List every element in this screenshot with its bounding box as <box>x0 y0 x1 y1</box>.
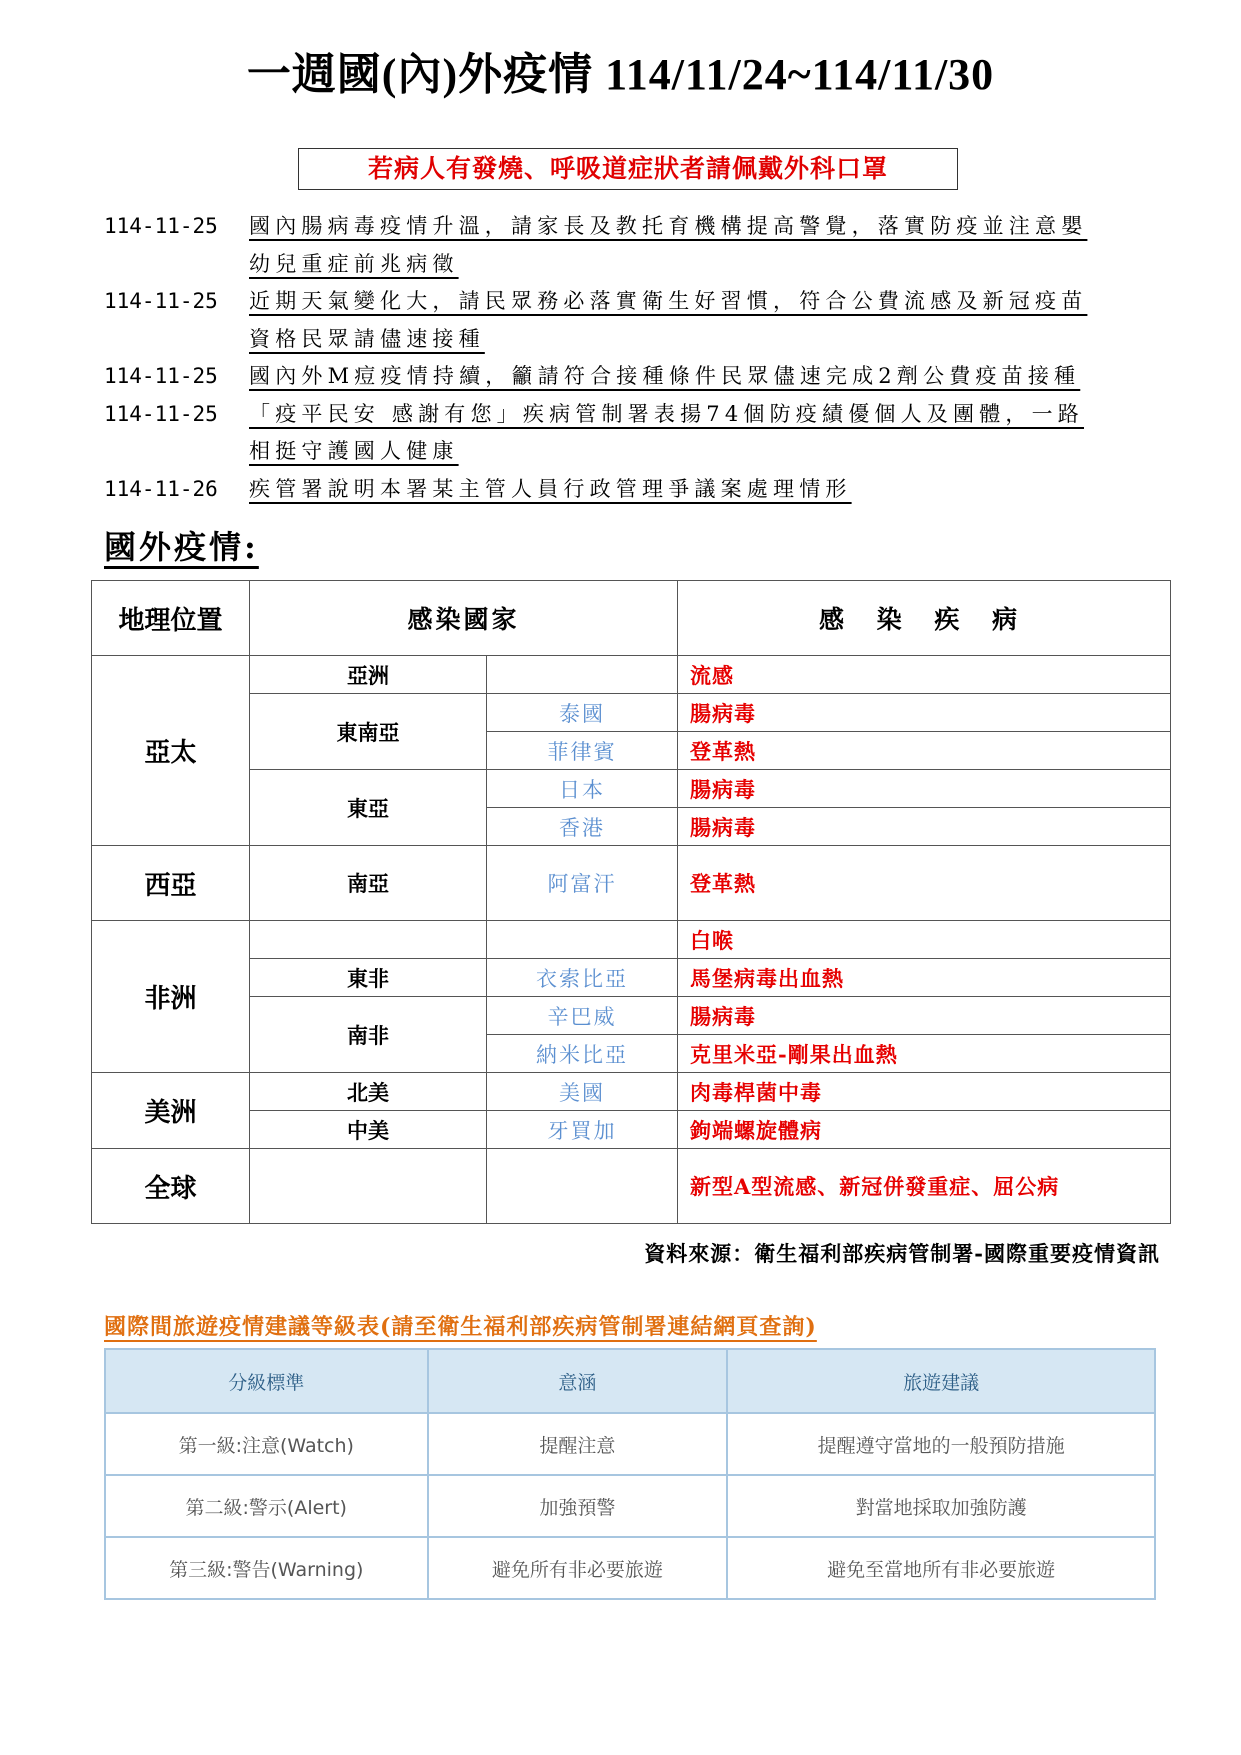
travel-header-level: 分級標準 <box>105 1349 428 1413</box>
country-cell: 阿富汗 <box>487 846 678 921</box>
news-link[interactable]: 「疫平民安 感謝有您」疾病管制署表揚74個防疫績優個人及團體，一路 <box>249 401 1084 426</box>
country-cell <box>487 656 678 694</box>
news-date: 114-11-25 <box>104 214 218 238</box>
travel-meaning: 提醒注意 <box>428 1413 728 1475</box>
mask-notice: 若病人有發燒、呼吸道症狀者請佩戴外科口罩 <box>298 148 958 190</box>
region-cell: 中美 <box>250 1111 487 1149</box>
table-row <box>92 997 1171 1035</box>
travel-advisory-table <box>104 1348 1156 1600</box>
country-cell: 泰國 <box>487 694 678 732</box>
table-header-row <box>92 581 1171 656</box>
news-link-cont[interactable]: 幼兒重症前兆病徵 <box>249 251 459 276</box>
region-cell: 南亞 <box>250 846 487 921</box>
news-list <box>104 208 1164 508</box>
travel-meaning: 加強預警 <box>428 1475 728 1537</box>
country-cell <box>487 1149 678 1224</box>
country-cell <box>487 921 678 959</box>
table-row <box>92 1111 1171 1149</box>
news-link[interactable]: 疾管署說明本署某主管人員行政管理爭議案處理情形 <box>249 476 852 501</box>
travel-advice: 對當地採取加強防護 <box>727 1475 1155 1537</box>
table-row <box>92 770 1171 808</box>
travel-header-advice: 旅遊建議 <box>727 1349 1155 1413</box>
foreign-section-heading: 國外疫情: <box>104 528 259 566</box>
travel-level: 第三級:警告(Warning) <box>105 1537 428 1599</box>
geo-cell: 西亞 <box>92 846 250 921</box>
travel-advice: 提醒遵守當地的一般預防措施 <box>727 1413 1155 1475</box>
country-cell: 美國 <box>487 1073 678 1111</box>
geo-cell: 全球 <box>92 1149 250 1224</box>
country-cell: 納米比亞 <box>487 1035 678 1073</box>
travel-level: 第一級:注意(Watch) <box>105 1413 428 1475</box>
region-cell <box>250 921 487 959</box>
news-date: 114-11-26 <box>104 476 218 501</box>
travel-row <box>105 1475 1155 1537</box>
region-cell: 東非 <box>250 959 487 997</box>
country-cell: 菲律賓 <box>487 732 678 770</box>
header-geo: 地理位置 <box>92 581 250 656</box>
region-cell: 亞洲 <box>250 656 487 694</box>
region-cell: 南非 <box>250 997 487 1073</box>
travel-level: 第二級:警示(Alert) <box>105 1475 428 1537</box>
country-cell: 香港 <box>487 808 678 846</box>
travel-advice: 避免至當地所有非必要旅遊 <box>727 1537 1155 1599</box>
news-link-cont[interactable]: 相挺守護國人健康 <box>249 439 459 463</box>
news-link[interactable]: 近期天氣變化大，請民眾務必落實衛生好習慣，符合公費流感及新冠疫苗 <box>249 289 1088 313</box>
news-date: 114-11-25 <box>104 401 218 426</box>
news-item[interactable] <box>104 358 1164 396</box>
table-row <box>92 656 1171 694</box>
epidemic-table <box>91 580 1171 1224</box>
disease-cell: 流感 <box>678 656 1171 694</box>
data-source: 資料來源：衛生福利部疾病管制署-國際重要疫情資訊 <box>644 1241 1160 1266</box>
news-item[interactable] <box>104 283 1164 358</box>
news-item[interactable] <box>104 471 1164 509</box>
disease-cell: 腸病毒 <box>678 997 1171 1035</box>
disease-cell: 馬堡病毒出血熱 <box>678 959 1171 997</box>
disease-cell: 鉤端螺旋體病 <box>678 1111 1171 1149</box>
disease-cell: 登革熱 <box>678 732 1171 770</box>
region-cell <box>250 1149 487 1224</box>
travel-row <box>105 1537 1155 1599</box>
table-row <box>92 1149 1171 1224</box>
news-date: 114-11-25 <box>104 364 218 388</box>
table-row <box>92 959 1171 997</box>
disease-cell: 登革熱 <box>678 846 1171 921</box>
country-cell: 辛巴威 <box>487 997 678 1035</box>
disease-cell: 白喉 <box>678 921 1171 959</box>
disease-cell: 新型A型流感、新冠併發重症、屈公病 <box>678 1149 1171 1224</box>
table-row <box>92 921 1171 959</box>
news-link[interactable]: 國內外M痘疫情持續，籲請符合接種條件民眾儘速完成2劑公費疫苗接種 <box>249 364 1081 388</box>
geo-cell: 非洲 <box>92 921 250 1073</box>
table-row <box>92 1073 1171 1111</box>
disease-cell: 腸病毒 <box>678 770 1171 808</box>
travel-header-row <box>105 1349 1155 1413</box>
news-date: 114-11-25 <box>104 289 218 313</box>
news-link[interactable]: 國內腸病毒疫情升溫，請家長及教托育機構提高警覺，落實防疫並注意嬰 <box>249 214 1088 238</box>
header-disease: 感 染 疾 病 <box>678 581 1171 656</box>
country-cell: 衣索比亞 <box>487 959 678 997</box>
disease-cell: 克里米亞-剛果出血熱 <box>678 1035 1171 1073</box>
table-row <box>92 846 1171 921</box>
region-cell: 東亞 <box>250 770 487 846</box>
news-link-cont[interactable]: 資格民眾請儘速接種 <box>249 326 485 351</box>
country-cell: 日本 <box>487 770 678 808</box>
table-row <box>92 694 1171 732</box>
travel-advisory-link[interactable]: 國際間旅遊疫情建議等級表(請至衛生福利部疾病管制署連結網頁查詢) <box>104 1314 817 1340</box>
travel-meaning: 避免所有非必要旅遊 <box>428 1537 728 1599</box>
page-title: 一週國(內)外疫情 114/11/24~114/11/30 <box>246 50 995 99</box>
geo-cell: 美洲 <box>92 1073 250 1149</box>
region-cell: 東南亞 <box>250 694 487 770</box>
news-item[interactable] <box>104 208 1164 283</box>
disease-cell: 肉毒桿菌中毒 <box>678 1073 1171 1111</box>
disease-cell: 腸病毒 <box>678 694 1171 732</box>
header-country: 感染國家 <box>250 581 678 656</box>
news-item[interactable] <box>104 396 1164 471</box>
region-cell: 北美 <box>250 1073 487 1111</box>
country-cell: 牙買加 <box>487 1111 678 1149</box>
travel-row <box>105 1413 1155 1475</box>
travel-header-meaning: 意涵 <box>428 1349 728 1413</box>
disease-cell: 腸病毒 <box>678 808 1171 846</box>
geo-cell: 亞太 <box>92 656 250 846</box>
